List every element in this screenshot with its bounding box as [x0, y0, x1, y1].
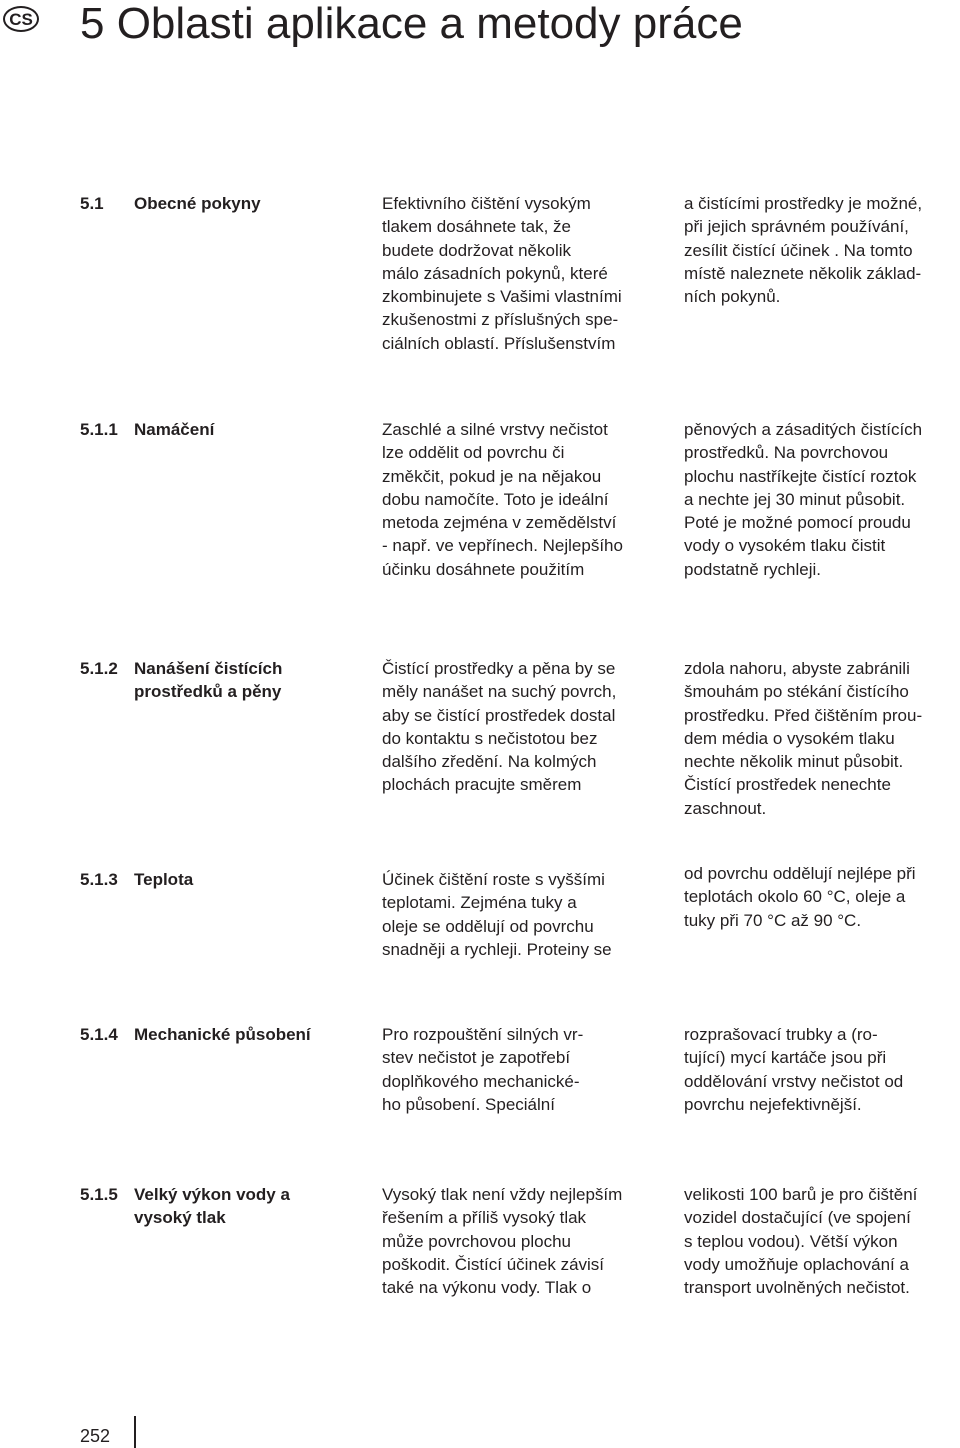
text-line: nechte několik minut působit.: [684, 752, 904, 772]
text-line: málo zásadních pokynů, které: [382, 263, 608, 283]
section-title-line: Teplota: [134, 870, 194, 889]
text-column-right: [684, 1183, 960, 1299]
text-line: šmouhám po stékání čistícího: [684, 682, 909, 702]
text-line: zkušenostmi z příslušných spe-: [382, 310, 619, 330]
text-column-left: [382, 1023, 667, 1116]
text-line: podstatně rychleji.: [684, 559, 822, 579]
text-line: a nechte jej 30 minut působit.: [684, 489, 906, 509]
text-line: plochu nastříkejte čistící roztok: [684, 466, 917, 486]
text-line: ho působení. Speciální: [382, 1094, 555, 1114]
text-line: rozprašovací trubky a (ro-: [684, 1025, 878, 1044]
text-line: zdola nahoru, abyste zabránili: [684, 659, 910, 678]
text-line: aby se čistící prostředek dostal: [382, 705, 616, 725]
text-line: Pro rozpouštění silných vr-: [382, 1025, 584, 1044]
text-line: tuky při 70 °C až 90 °C.: [684, 910, 862, 930]
text-line: transport uvolněných nečistot.: [684, 1278, 910, 1298]
text-line: zaschnout.: [684, 798, 767, 818]
text-column-right: [684, 862, 960, 932]
section-title: [134, 868, 364, 891]
text-line: Účinek čištění roste s vyššími: [382, 870, 605, 889]
text-line: tující) mycí kartáče jsou při: [684, 1048, 887, 1068]
text-line: může povrchovou plochu: [382, 1231, 572, 1251]
text-column-left: [382, 868, 667, 961]
text-line: doplňkového mechanické-: [382, 1071, 580, 1091]
text-line: snadněji a rychleji. Proteiny se: [382, 939, 612, 959]
text-line: do kontaktu s nečistotou bez: [382, 728, 598, 748]
text-line: metoda zejména v zemědělství: [382, 513, 617, 533]
text-line: plochách pracujte směrem: [382, 775, 582, 795]
section-title-line: Obecné pokyny: [134, 194, 261, 213]
text-column-right: [684, 192, 960, 308]
text-line: dalšího zředění. Na kolmých: [382, 752, 597, 772]
text-column-left: [382, 1183, 667, 1299]
text-line: tlakem dosáhnete tak, že: [382, 217, 572, 237]
section-title-line: prostředků a pěny: [134, 682, 282, 702]
text-line: Efektivního čištění vysokým: [382, 194, 591, 213]
text-line: oleje se oddělují od povrchu: [382, 916, 594, 936]
section-title-line: Mechanické působení: [134, 1025, 311, 1044]
language-code: CS: [9, 9, 33, 29]
section-number: 5.1.4: [80, 1025, 118, 1044]
section-title-line: Velký výkon vody a: [134, 1185, 290, 1204]
text-line: Zaschlé a silné vrstvy nečistot: [382, 420, 608, 439]
footer-rule: [134, 1416, 136, 1448]
text-column-right: [684, 1023, 960, 1116]
text-line: pěnových a zásaditých čistících: [684, 420, 923, 439]
text-line: - např. ve vepřínech. Nejlepšího: [382, 536, 623, 556]
text-line: stev nečistot je zapotřebí: [382, 1048, 571, 1068]
text-line: povrchu nejefektivnější.: [684, 1094, 862, 1114]
text-line: poškodit. Čistící účinek závisí: [382, 1254, 605, 1274]
section-number: 5.1.1: [80, 420, 118, 439]
text-line: měly nanášet na suchý povrch,: [382, 682, 617, 702]
text-line: teplotách okolo 60 °C, oleje a: [684, 887, 906, 907]
text-column-right: [684, 657, 960, 820]
section-number: 5.1.5: [80, 1185, 118, 1204]
section-title-line: Namáčení: [134, 420, 215, 439]
text-line: od povrchu oddělují nejlépe při: [684, 864, 916, 883]
text-line: vozidel dostačující (ve spojení: [684, 1208, 911, 1228]
text-line: zkombinujete s Vašimi vlastními: [382, 287, 622, 307]
text-line: ciálních oblastí. Příslušenstvím: [382, 333, 616, 353]
text-line: lze oddělit od povrchu či: [382, 443, 565, 463]
text-line: budete dodržovat několik: [382, 240, 572, 260]
text-line: dobu namočíte. Toto je ideální: [382, 489, 609, 509]
text-line: řešením a příliš vysoký tlak: [382, 1208, 587, 1228]
section-number: 5.1.3: [80, 870, 118, 889]
section-title-line: vysoký tlak: [134, 1208, 226, 1228]
text-line: při jejich správném používání,: [684, 217, 909, 237]
text-line: velikosti 100 barů je pro čištění: [684, 1185, 918, 1204]
text-line: Čistící prostředek nenechte: [684, 775, 891, 795]
text-line: a čistícími prostředky je možné,: [684, 194, 923, 213]
section-title: [134, 1183, 364, 1230]
text-column-left: [382, 657, 667, 797]
section-number: 5.1.2: [80, 659, 118, 678]
text-column-right: [684, 418, 960, 581]
text-line: Vysoký tlak není vždy nejlepším: [382, 1185, 623, 1204]
text-line: místě naleznete několik základ-: [684, 263, 922, 283]
section-title-line: Nanášení čistících: [134, 659, 283, 678]
text-line: s teplou vodou). Větší výkon: [684, 1231, 898, 1251]
text-line: oddělování vrstvy nečistot od: [684, 1071, 904, 1091]
text-line: také na výkonu vody. Tlak o: [382, 1278, 592, 1298]
text-line: prostředků. Na povrchovou: [684, 443, 889, 463]
section-title: [134, 192, 364, 215]
text-line: dem média o vysokém tlaku: [684, 728, 895, 748]
section-title: [134, 418, 364, 441]
language-badge: [3, 6, 39, 32]
text-line: změkčit, pokud je na nějakou: [382, 466, 602, 486]
text-line: vody o vysokém tlaku čistit: [684, 536, 886, 556]
page-number: 252: [80, 1426, 111, 1446]
text-line: teplotami. Zejména tuky a: [382, 893, 577, 913]
text-line: zesílit čistící účinek . Na tomto: [684, 240, 913, 260]
text-line: prostředku. Před čištěním prou-: [684, 705, 923, 725]
text-line: vody umožňuje oplachování a: [684, 1254, 909, 1274]
text-line: účinku dosáhnete použitím: [382, 559, 585, 579]
section-number: 5.1: [80, 194, 104, 213]
section-title: [134, 657, 364, 704]
text-line: ních pokynů.: [684, 287, 781, 307]
text-line: Čistící prostředky a pěna by se: [382, 659, 616, 678]
section-title: [134, 1023, 364, 1046]
text-column-left: [382, 192, 667, 355]
page-title: 5 Oblasti aplikace a metody práce: [80, 0, 743, 48]
text-line: Poté je možné pomocí proudu: [684, 513, 911, 533]
text-column-left: [382, 418, 667, 581]
